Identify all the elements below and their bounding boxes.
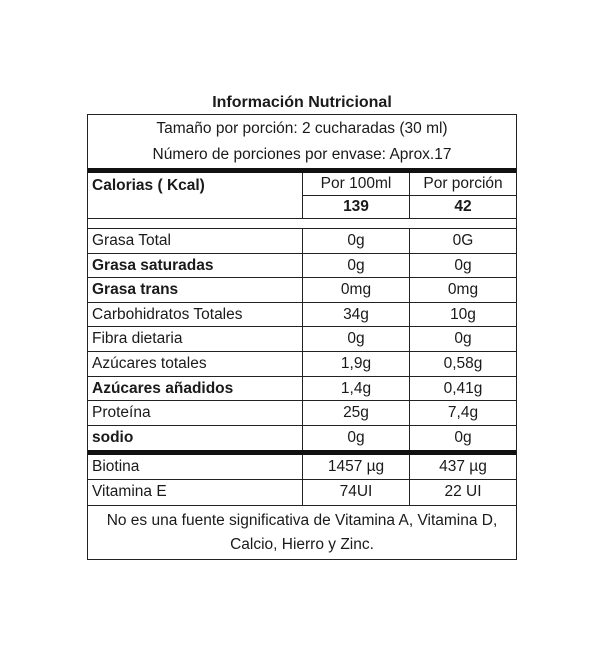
nutrient-name: Grasa Total <box>88 229 303 253</box>
value-perserving: 437 µg <box>439 458 487 476</box>
per100-header: Por 100ml <box>303 173 409 196</box>
table-row <box>88 480 516 505</box>
value-per100: 25g <box>303 401 410 425</box>
value-perserving: 0G <box>452 232 474 249</box>
nutrient-table <box>88 229 516 450</box>
footnote: No es una fuente significativa de Vitamina A, Vitamina D, Calcio, Hierro y Zinc. <box>88 505 516 559</box>
nutrient-name: Biotina <box>88 455 303 479</box>
nutrient-name: Azúcares totales <box>88 352 303 376</box>
nutrient-name: Grasa trans <box>88 278 303 302</box>
vitamin-table <box>88 455 516 504</box>
value-per100: 0g <box>303 327 410 351</box>
nutrient-name: Carbohidratos Totales <box>88 303 303 327</box>
value-per100: 0g <box>303 426 410 451</box>
perserving-column <box>410 173 516 218</box>
value-per100: 1457 µg <box>303 455 410 479</box>
nutrient-name: Fibra dietaria <box>88 327 303 351</box>
value-perserving: 0g <box>454 256 472 274</box>
label-title: Información Nutricional <box>212 94 392 111</box>
value-perserving: 7,4g <box>447 404 479 422</box>
value-per100: 0g <box>303 254 410 278</box>
nutrient-name: sodio <box>88 426 303 451</box>
table-row <box>88 401 516 426</box>
value-per100: 74UI <box>303 480 410 505</box>
calories-per100: 139 <box>343 198 369 215</box>
per100-column <box>303 173 410 218</box>
servings-per-container: Número de porciones por envase: Aprox.17 <box>152 146 452 163</box>
table-row <box>88 426 516 451</box>
serving-size: Tamaño por porción: 2 cucharadas (30 ml) <box>156 120 448 137</box>
value-per100: 1,9g <box>303 352 410 376</box>
table-row <box>88 229 516 254</box>
value-perserving: 0g <box>454 330 472 348</box>
value-per100: 1,4g <box>303 377 410 401</box>
table-row <box>88 303 516 328</box>
value-per100: 0g <box>303 229 410 253</box>
nutrient-name: Proteína <box>88 401 303 425</box>
value-perserving: 0,41g <box>443 379 483 397</box>
value-per100: 0mg <box>303 278 410 302</box>
table-row <box>88 278 516 303</box>
calories-perserving: 42 <box>454 198 472 215</box>
value-perserving: 0mg <box>447 281 479 299</box>
nutrient-name: Vitamina E <box>88 480 303 505</box>
calories-label: Calorias ( Kcal) <box>88 173 303 218</box>
table-row <box>88 455 516 480</box>
table-row <box>88 327 516 352</box>
spacer-row <box>88 219 516 229</box>
table-row <box>88 254 516 279</box>
nutrient-name: Grasa saturadas <box>88 254 303 278</box>
nutrient-name: Azúcares añadidos <box>88 377 303 401</box>
value-perserving: 10g <box>450 305 476 323</box>
value-perserving: 22 UI <box>444 482 482 500</box>
value-perserving: 0g <box>454 428 472 446</box>
table-row <box>88 352 516 377</box>
value-perserving: 0,58g <box>443 354 483 372</box>
value-per100: 34g <box>303 303 410 327</box>
calories-block <box>88 173 516 219</box>
perserving-header: Por porción <box>410 173 516 196</box>
nutrition-label <box>87 114 517 560</box>
table-row <box>88 377 516 402</box>
